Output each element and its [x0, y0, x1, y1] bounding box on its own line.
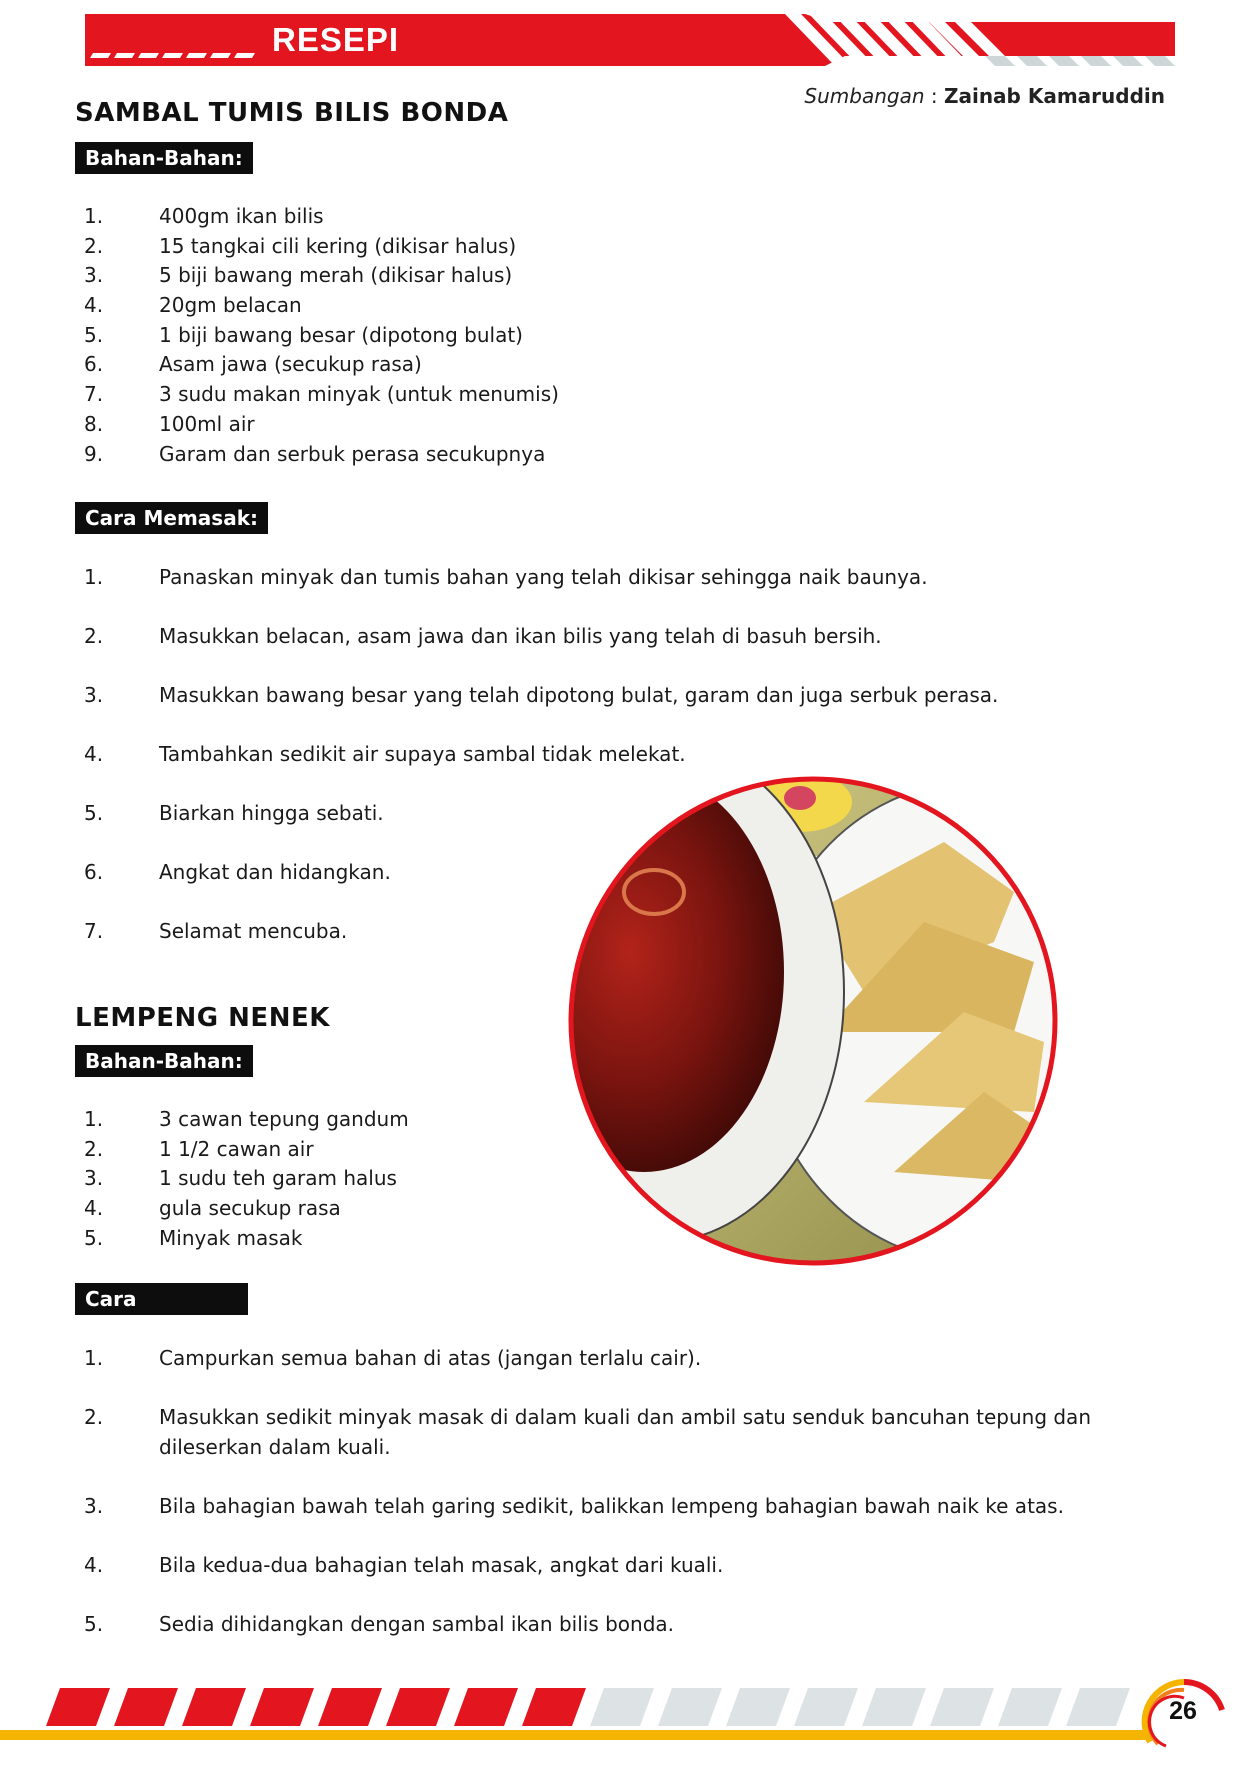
list-item: 5. Sedia dihidangkan dengan sambal ikan bilis bonda. [84, 1612, 675, 1636]
list-item: 1. Campurkan semua bahan di atas (jangan terlalu cair). [84, 1346, 702, 1370]
list-item: 4. 20gm belacan [84, 293, 302, 318]
list-item: 1. 3 cawan tepung gandum [84, 1107, 409, 1131]
list-item: 8. 100ml air [84, 411, 255, 436]
list-item: 3. 1 sudu teh garam halus [84, 1166, 397, 1191]
steps-list [84, 1343, 1104, 1668]
list-item: 4. Tambahkan sedikit air supaya sambal tidak melekat. [84, 742, 686, 766]
list-item: 4. Bila kedua-dua bahagian telah masak, angkat dari kuali. [84, 1553, 724, 1577]
list-item: 5. Biarkan hingga sebati. [84, 801, 384, 825]
contributor-name: Zainab Kamaruddin [943, 84, 1165, 108]
steps-label: Cara Memasak: [75, 502, 268, 534]
list-item: 2. Masukkan sedikit minyak masak di dalam kuali dan ambil satu senduk bancuhan tepung dan dileserkan dalam kuali. [84, 1405, 1091, 1459]
steps-label: Cara Memasak [75, 1283, 248, 1315]
list-item: 1. Panaskan minyak dan tumis bahan yang telah dikisar sehingga naik baunya. [84, 565, 928, 589]
footer-grey-stripes [590, 1688, 1130, 1726]
list-item: 5. 1 biji bawang besar (dipotong bulat) [84, 322, 523, 347]
ingredients-list [84, 202, 784, 469]
list-item: 7. Selamat mencuba. [84, 919, 348, 943]
contributor-label: Sumbangan [804, 84, 925, 108]
header-banner [85, 14, 1175, 66]
food-photo [564, 772, 1062, 1270]
list-item: 3. Bila bahagian bawah telah garing sedikit, balikkan lempeng bahagian bawah naik ke atas. [84, 1494, 1064, 1518]
footer-decoration [0, 1670, 1241, 1766]
recipe-title: LEMPENG NENEK [75, 1003, 330, 1033]
list-item: 5. Minyak masak [84, 1225, 303, 1250]
list-item: 1. 400gm ikan bilis [84, 204, 324, 228]
list-item: 4. gula secukup rasa [84, 1196, 341, 1221]
contributor-separator: : [930, 84, 938, 108]
recipe-title: SAMBAL TUMIS BILIS BONDA [75, 98, 509, 128]
list-item: 6. Angkat dan hidangkan. [84, 860, 391, 884]
list-item: 2. 15 tangkai cili kering (dikisar halus) [84, 233, 517, 258]
list-item: 3. 5 biji bawang merah (dikisar halus) [84, 263, 513, 288]
footer-red-stripes [46, 1688, 586, 1726]
ingredients-list [84, 1105, 564, 1253]
list-item: 6. Asam jawa (secukup rasa) [84, 352, 422, 377]
ingredients-label: Bahan-Bahan: [75, 1045, 253, 1077]
list-item: 3. Masukkan bawang besar yang telah dipotong bulat, garam dan juga serbuk perasa. [84, 683, 999, 707]
list-item: 2. Masukkan belacan, asam jawa dan ikan bilis yang telah di basuh bersih. [84, 624, 882, 648]
section-title: RESEPI [272, 21, 400, 58]
contributor-credit [804, 84, 1165, 108]
list-item: 9. Garam dan serbuk perasa secukupnya [84, 441, 546, 466]
ingredients-label: Bahan-Bahan: [75, 142, 253, 174]
list-item: 2. 1 1/2 cawan air [84, 1136, 314, 1161]
page-number: 26 [1169, 1697, 1197, 1725]
list-item: 7. 3 sudu makan minyak (untuk menumis) [84, 382, 559, 407]
